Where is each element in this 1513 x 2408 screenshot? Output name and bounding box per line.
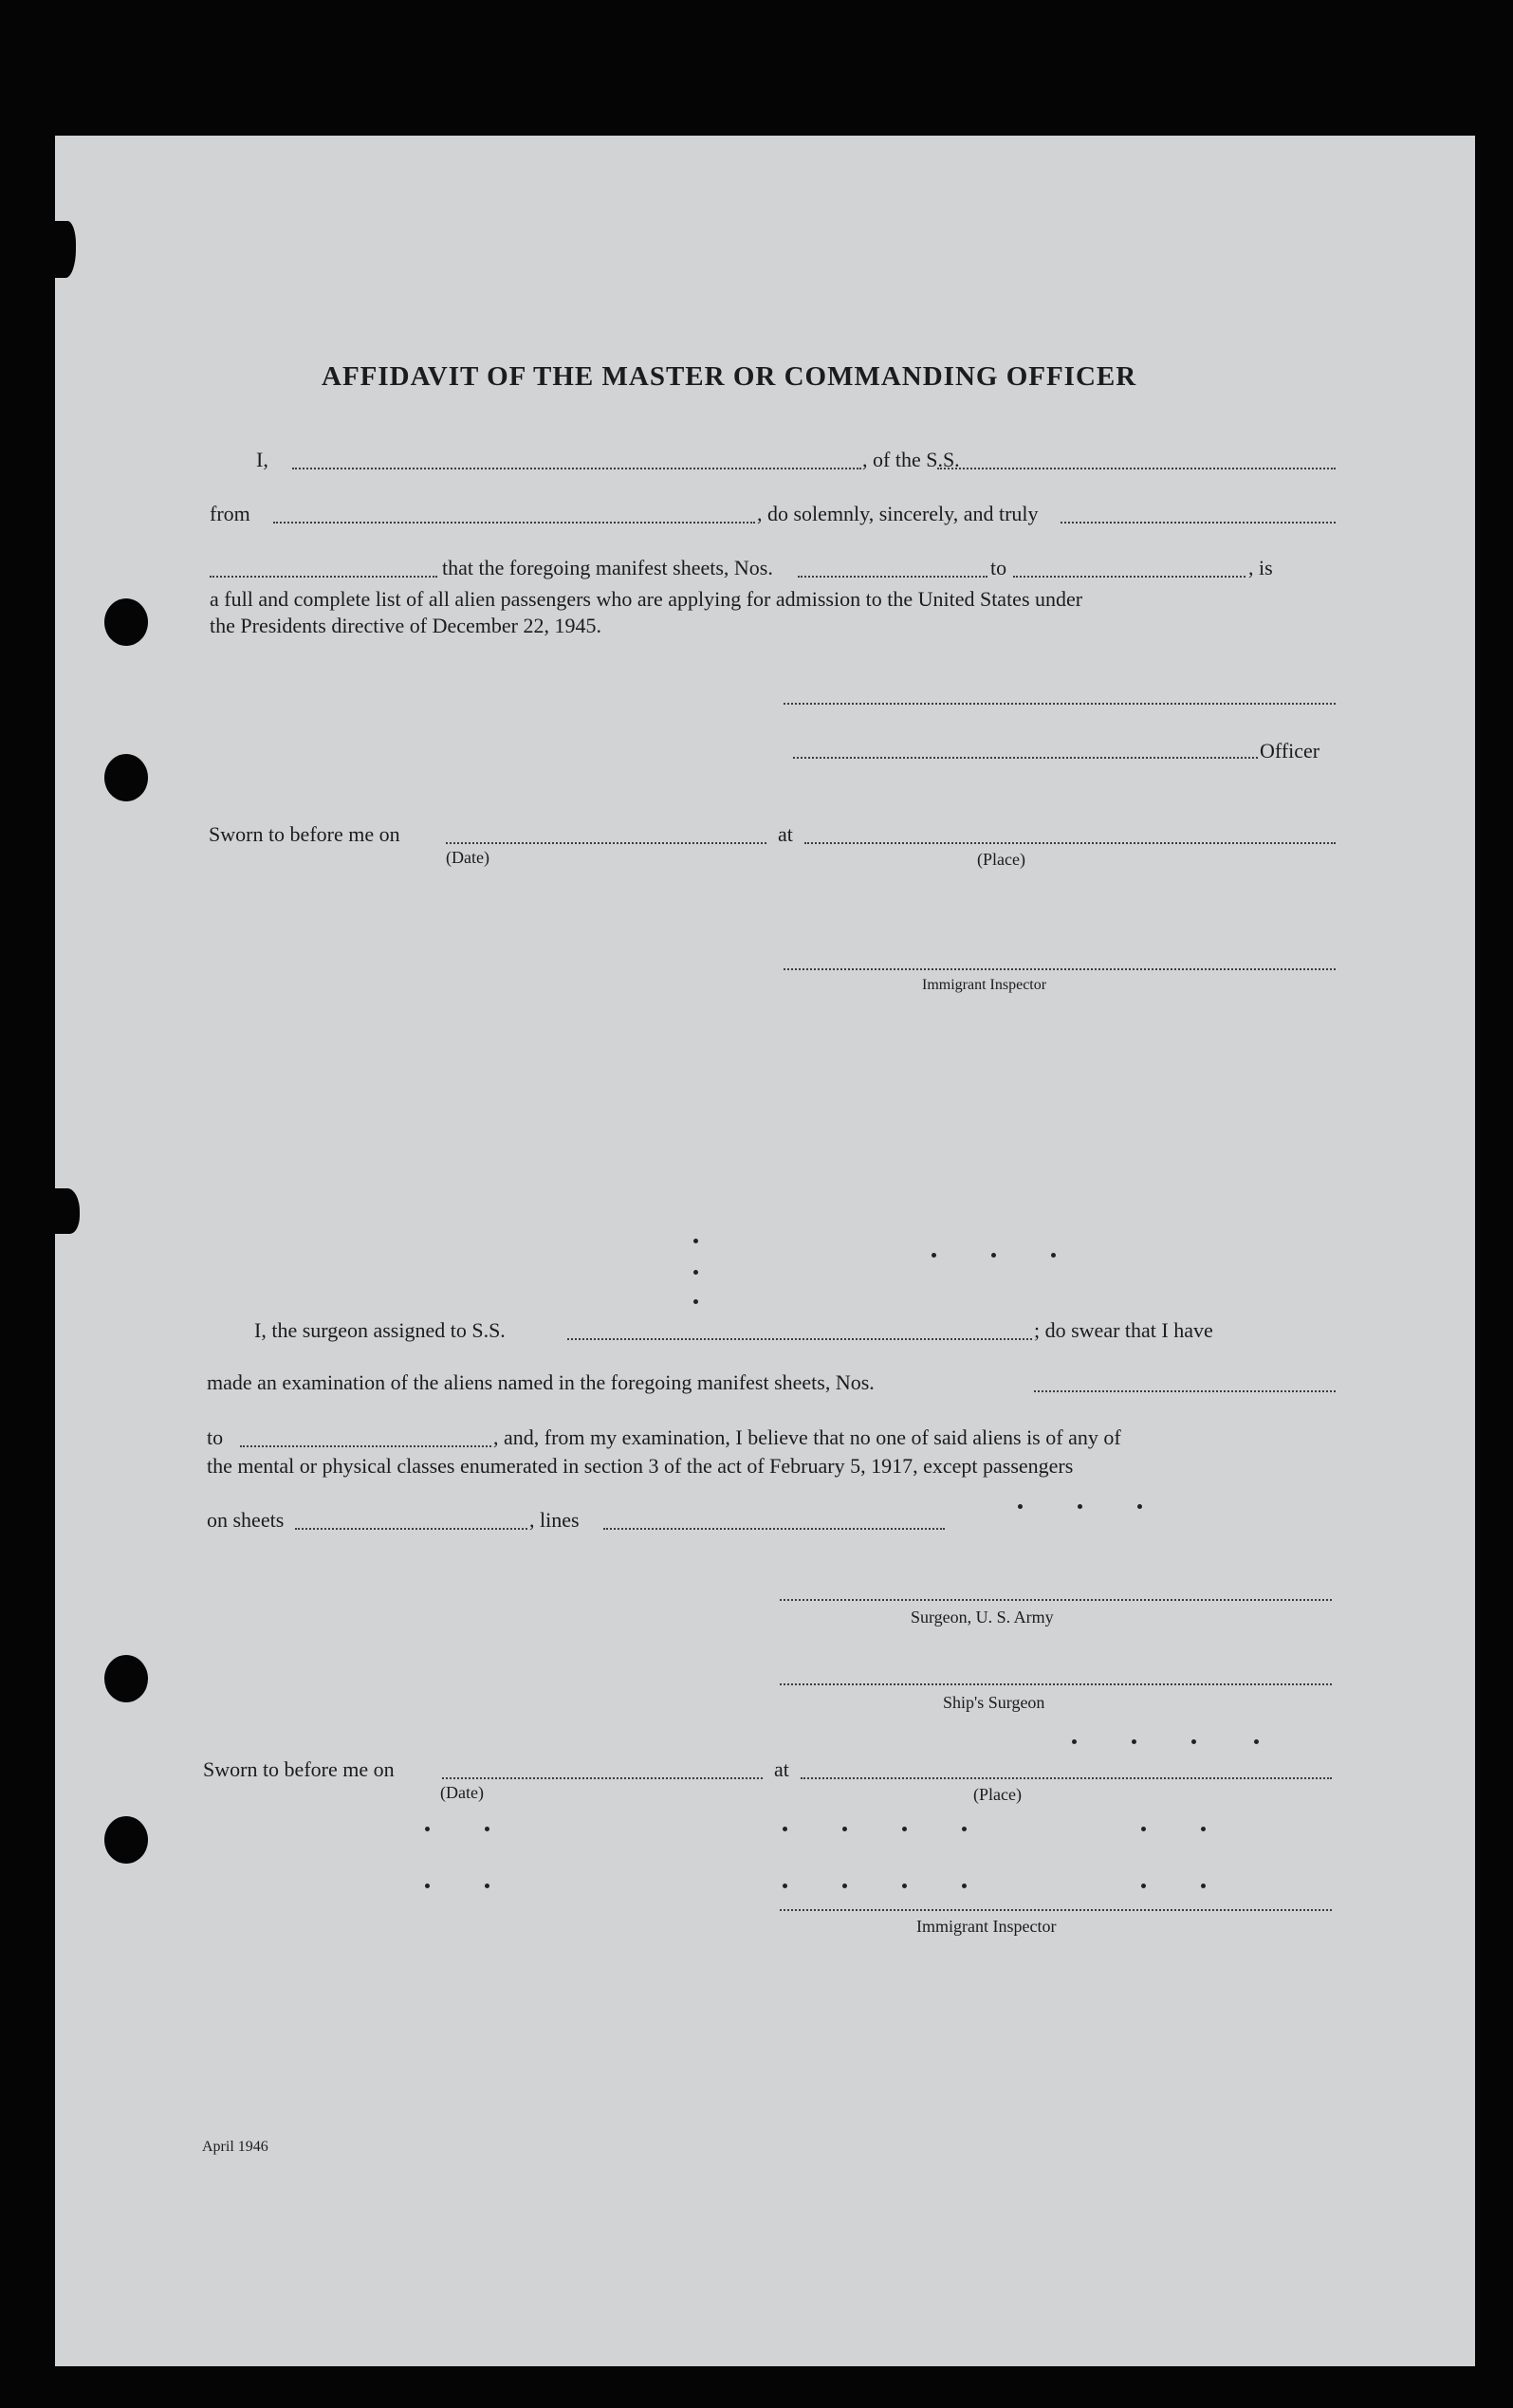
speck [425,1884,430,1888]
speck [842,1884,847,1888]
surgeon-to-label: to [207,1425,224,1449]
surgeon-inspector-label: Immigrant Inspector [916,1917,1057,1936]
speck [1141,1827,1146,1831]
master-ship-name-field[interactable] [937,468,1336,469]
surgeon-date-caption: (Date) [440,1783,484,1802]
surgeon-belief-line: , and, from my examination, I believe that no one of said aliens is of any of [493,1425,1121,1449]
master-from-label: from [210,502,250,525]
punch-hole-2 [104,754,148,801]
speck [1018,1504,1023,1509]
surgeon-lines-label: , lines [529,1508,580,1532]
speck [962,1884,967,1888]
ship-surgeon-signature-line[interactable] [780,1683,1332,1685]
master-from-field[interactable] [273,522,755,524]
speck [485,1884,489,1888]
speck [1132,1739,1136,1744]
surgeon-swear-label: ; do swear that I have [1034,1318,1213,1342]
master-at-label: at [778,822,793,846]
speck [1137,1504,1142,1509]
surgeon-sheet-to-field[interactable] [240,1445,491,1447]
speck [1078,1504,1082,1509]
master-name-field[interactable] [292,468,861,469]
speck [991,1253,996,1258]
torn-edge-top [55,221,76,278]
speck [425,1827,430,1831]
master-sworn-place-field[interactable] [804,842,1336,844]
speck [1051,1253,1056,1258]
surgeon-sheets-field[interactable] [295,1528,527,1530]
surgeon-sworn-date-field[interactable] [442,1777,763,1779]
speck [1072,1739,1077,1744]
officer-signature-line[interactable] [793,757,1258,759]
speck [1141,1884,1146,1888]
ship-surgeon-label: Ship's Surgeon [943,1693,1045,1712]
master-directive-line: the Presidents directive of December 22, 1945. [210,614,601,637]
master-solemnly-label: , do solemnly, sincerely, and truly [757,502,1039,525]
speck [693,1239,698,1243]
master-to-label: to [990,556,1007,579]
master-sheet-from-field[interactable] [798,576,987,578]
surgeon-intro-label: I, the surgeon assigned to S.S. [254,1318,506,1342]
surgeon-sworn-label: Sworn to before me on [203,1757,395,1781]
master-sworn-label: Sworn to before me on [209,822,400,846]
master-date-caption: (Date) [446,848,489,867]
master-sworn-date-field[interactable] [446,842,766,844]
surgeon-lines-field[interactable] [603,1528,945,1530]
master-of-ss-label: , of the S.S. [862,448,960,471]
torn-edge-middle [55,1188,80,1234]
master-sheet-to-field[interactable] [1013,576,1245,578]
master-oath-field[interactable] [1061,522,1336,524]
speck [1254,1739,1259,1744]
speck [902,1827,907,1831]
speck [693,1270,698,1275]
master-statement-line: a full and complete list of all alien passengers who are applying for admission to the United States under [210,587,1083,611]
army-surgeon-label: Surgeon, U. S. Army [911,1608,1054,1627]
page-title: AFFIDAVIT OF THE MASTER OR COMMANDING OFFICER [322,361,1137,392]
surgeon-examination-line: made an examination of the aliens named in the foregoing manifest sheets, Nos. [207,1370,875,1394]
surgeon-place-caption: (Place) [973,1785,1022,1804]
surgeon-at-label: at [774,1757,789,1781]
master-signature-line[interactable] [784,703,1336,705]
punch-hole-1 [104,598,148,646]
army-surgeon-signature-line[interactable] [780,1599,1332,1601]
speck [1191,1739,1196,1744]
speck [1201,1884,1206,1888]
master-place-caption: (Place) [977,850,1025,869]
surgeon-sheet-from-field[interactable] [1034,1390,1336,1392]
surgeon-sheets-label: on sheets [207,1508,285,1532]
officer-label: Officer [1260,739,1320,763]
speck [783,1884,787,1888]
master-oath-continued-field[interactable] [210,576,437,578]
speck [842,1827,847,1831]
master-inspector-label: Immigrant Inspector [922,977,1047,993]
speck [693,1299,698,1304]
master-is-label: , is [1248,556,1273,579]
speck [485,1827,489,1831]
punch-hole-3 [104,1655,148,1702]
speck [962,1827,967,1831]
surgeon-classes-line: the mental or physical classes enumerated in section 3 of the act of February 5, 1917, except passengers [207,1454,1074,1478]
speck [932,1253,936,1258]
document-page [55,136,1475,2366]
surgeon-ship-field[interactable] [567,1338,1032,1340]
speck [1201,1827,1206,1831]
master-foregoing-label: that the foregoing manifest sheets, Nos. [442,556,773,579]
punch-hole-4 [104,1816,148,1864]
master-inspector-signature-line[interactable] [784,968,1336,970]
speck [783,1827,787,1831]
master-i-label: I, [256,448,268,471]
speck [902,1884,907,1888]
surgeon-inspector-signature-line[interactable] [780,1909,1332,1911]
form-date: April 1946 [202,2139,268,2155]
surgeon-sworn-place-field[interactable] [801,1777,1332,1779]
